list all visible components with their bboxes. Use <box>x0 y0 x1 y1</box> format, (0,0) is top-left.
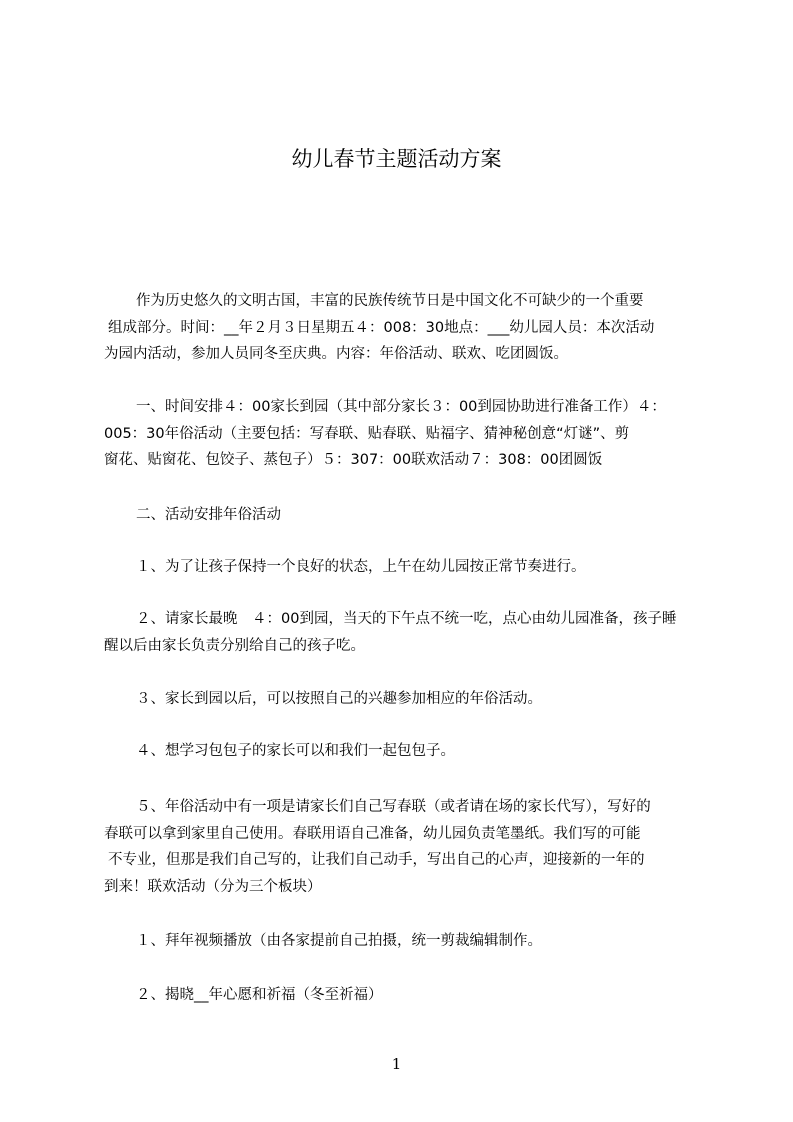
text-line: １、拜年视频播放（由各家提前自己拍摄，统一剪裁编辑制作。 <box>136 933 542 949</box>
list-item-paragraph <box>104 554 704 581</box>
text-line: １、为了让孩子保持一个良好的状态，上午在幼儿园按正常节奏进行。 <box>136 559 586 575</box>
list-item-paragraph <box>104 606 704 659</box>
text-line: ５、年俗活动中有一项是请家长们自己写春联（或者请在场的家长代写），写好的 <box>136 799 651 815</box>
text-line: 为园内活动，参加人员同冬至庆典。内容：年俗活动、联欢、吃团圆饭。 <box>104 346 568 362</box>
text-line: 005：30年俗活动（主要包括：写春联、贴春联、贴福字、猜神秘创意“灯谜”、剪 <box>104 425 630 442</box>
text-line: 春联可以拿到家里自己使用。春联用语自己准备，幼儿园负责笔墨纸。我们写的可能 <box>104 825 641 842</box>
text-line: 作为历史悠久的文明古国，丰富的民族传统节日是中国文化不可缺少的一个重要 <box>136 293 644 309</box>
intro-paragraph <box>104 288 704 368</box>
text-line: 二、活动安排年俗活动 <box>136 507 281 523</box>
text-line: 醒以后由家长负责分别给自己的孩子吃。 <box>104 637 365 654</box>
text-line: 组成部分。时间：__年２月３日星期五４：008：30地点：___幼儿园人员：本次活动 <box>108 319 655 336</box>
list-item-paragraph <box>104 928 704 955</box>
list-item-paragraph <box>104 738 704 765</box>
text-line: 不专业，但那是我们自己写的，让我们自己动手，写出自己的心声，迎接新的一年的 <box>108 852 645 868</box>
text-line: 一、时间安排４：00家长到园（其中部分家长３：00到园协助进行准备工作）４： <box>136 399 666 415</box>
list-item-paragraph <box>104 794 704 900</box>
text-line: ２、揭晓__年心愿和祈福（冬至祈福） <box>136 987 383 1003</box>
text-line: ４、想学习包包子的家长可以和我们一起包包子。 <box>136 743 455 759</box>
page-number: 1 <box>391 1055 402 1073</box>
section-heading <box>104 502 704 529</box>
text-line: ３、家长到园以后，可以按照自己的兴趣参加相应的年俗活动。 <box>136 691 542 707</box>
text-line: ２、请家长最晚 ４：00到园，当天的下午点不统一吃，点心由幼儿园准备，孩子睡 <box>136 611 677 627</box>
list-item-paragraph <box>104 982 704 1009</box>
text-line: 窗花、贴窗花、包饺子、蒸包子）５：307：00联欢活动７：308：00团圆饭 <box>104 452 603 468</box>
text-line: 到来！联欢活动（分为三个板块） <box>104 878 322 895</box>
schedule-paragraph <box>104 394 704 474</box>
document-title: 幼儿春节主题活动方案 <box>291 147 502 171</box>
list-item-paragraph <box>104 686 704 713</box>
